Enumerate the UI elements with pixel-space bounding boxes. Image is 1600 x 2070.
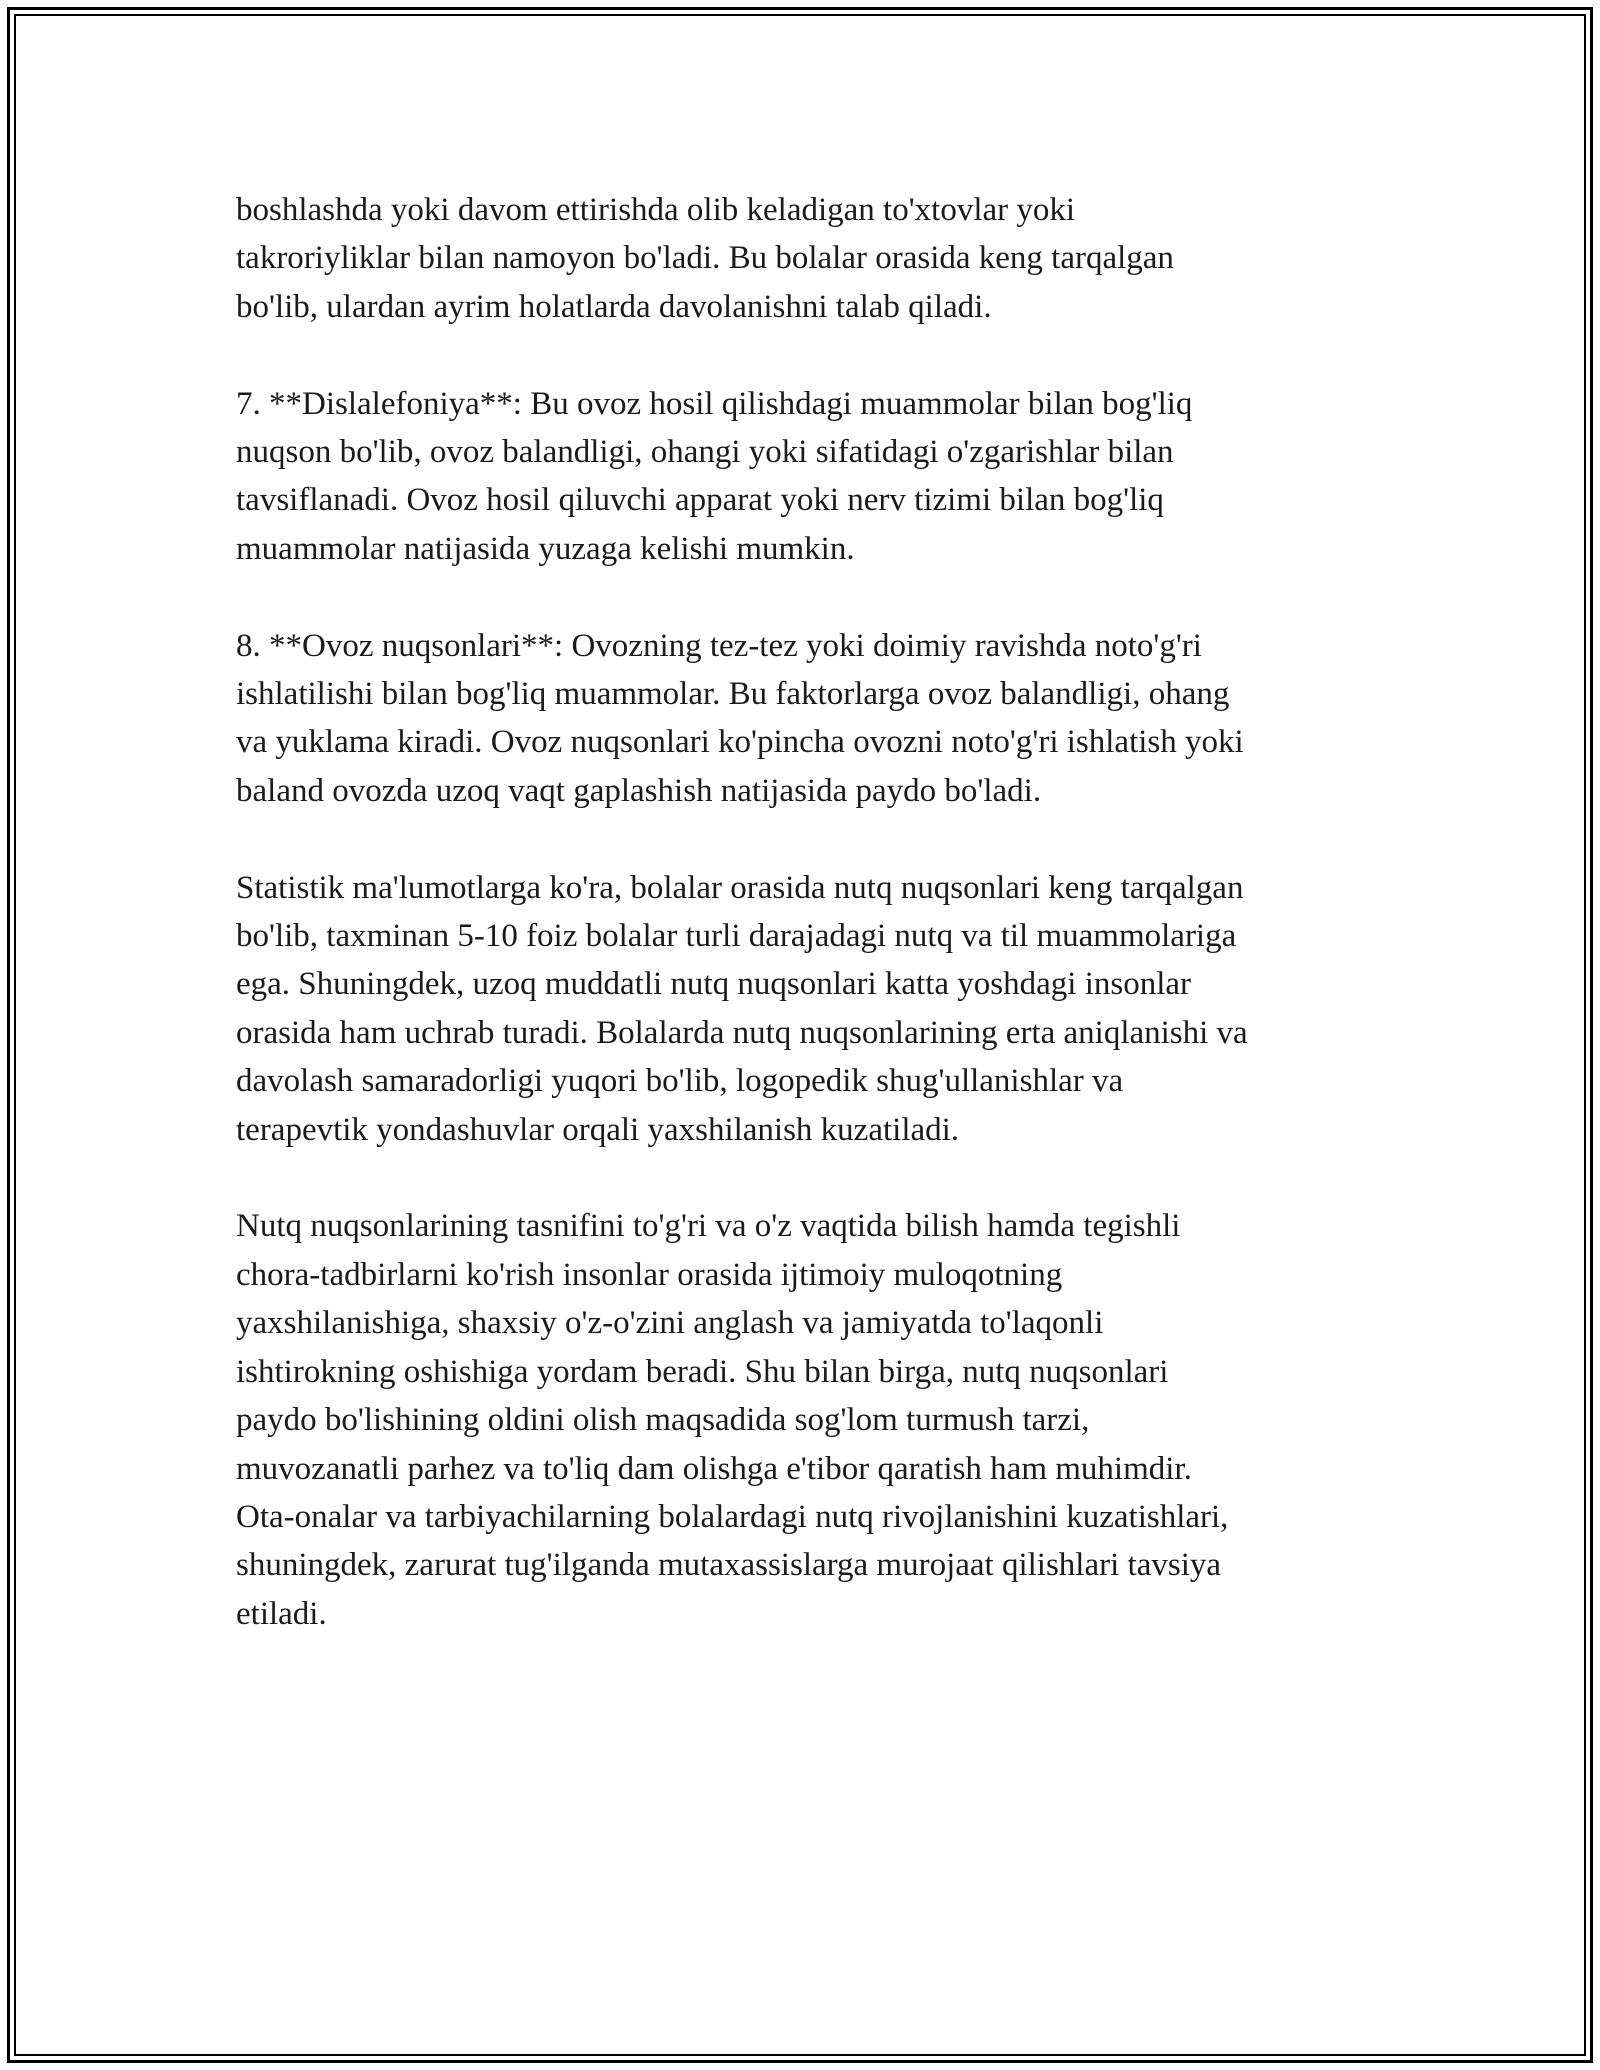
paragraph-dyslalephonia: 7. **Dislalefoniya**: Bu ovoz hosil qilishdagi muammolar bilan bog'liq nuqson bo'lib, ovoz balandligi, ohangi yoki sifatidagi o'zgarishlar bilan tavsiflanadi. Ovoz hosil qiluvchi apparat yoki nerv tizimi bilan bog'liq muammolar natijasida yuzaga kelishi mumkin. <box>236 385 1193 567</box>
paragraph-voice-disorders: 8. **Ovoz nuqsonlari**: Ovozning tez-tez yoki doimiy ravishda noto'g'ri ishlatilishi bilan bog'liq muammolar. Bu faktorlarga ovoz balandligi, ohang va yuklama kiradi. Ovoz nuqsonlari ko'pincha ovozni noto'g'ri ishlatish yoki baland ovozda uzoq vaqt gaplashish natijasida paydo bo'ladi. <box>236 627 1244 809</box>
document-body <box>236 186 1376 1638</box>
paragraph-conclusion: Nutq nuqsonlarining tasnifini to'g'ri va o'z vaqtida bilish hamda tegishli chora-tadbirlarni ko'rish insonlar orasida ijtimoiy muloqotning yaxshilanishiga, shaxsiy o'z-o'zini anglash va jamiyatda to'laqonli ishtirokning oshishiga yordam beradi. Shu bilan birga, nutq nuqsonlari paydo bo'lishining oldini olish maqsadida sog'lom turmush tarzi, muvozanatli parhez va to'liq dam olishga e'tibor qaratish ham muhimdir. Ota-onalar va tarbiyachilarning bolalardagi nutq rivojlanishini kuzatishlari, shuningdek, zarurat tug'ilganda mutaxassislarga murojaat qilishlari tavsiya etiladi. <box>236 1208 1229 1632</box>
paragraph-statistics: Statistik ma'lumotlarga ko'ra, bolalar orasida nutq nuqsonlari keng tarqalgan bo'lib, taxminan 5-10 foiz bolalar turli darajadagi nutq va til muammolariga ega. Shuningdek, uzoq muddatli nutq nuqsonlari katta yoshdagi insonlar orasida ham uchrab turadi. Bolalarda nutq nuqsonlarining erta aniqlanishi va davolash samaradorligi yuqori bo'lib, logopedik shug'ullanishlar va terapevtik yondashuvlar orqali yaxshilanish kuzatiladi. <box>236 869 1248 1148</box>
paragraph-stuttering-continuation: boshlashda yoki davom ettirishda olib keladigan to'xtovlar yoki takroriyliklar bilan namoyon bo'ladi. Bu bolalar orasida keng tarqalgan bo'lib, ulardan ayrim holatlarda davolanishni talab qiladi. <box>236 192 1174 325</box>
